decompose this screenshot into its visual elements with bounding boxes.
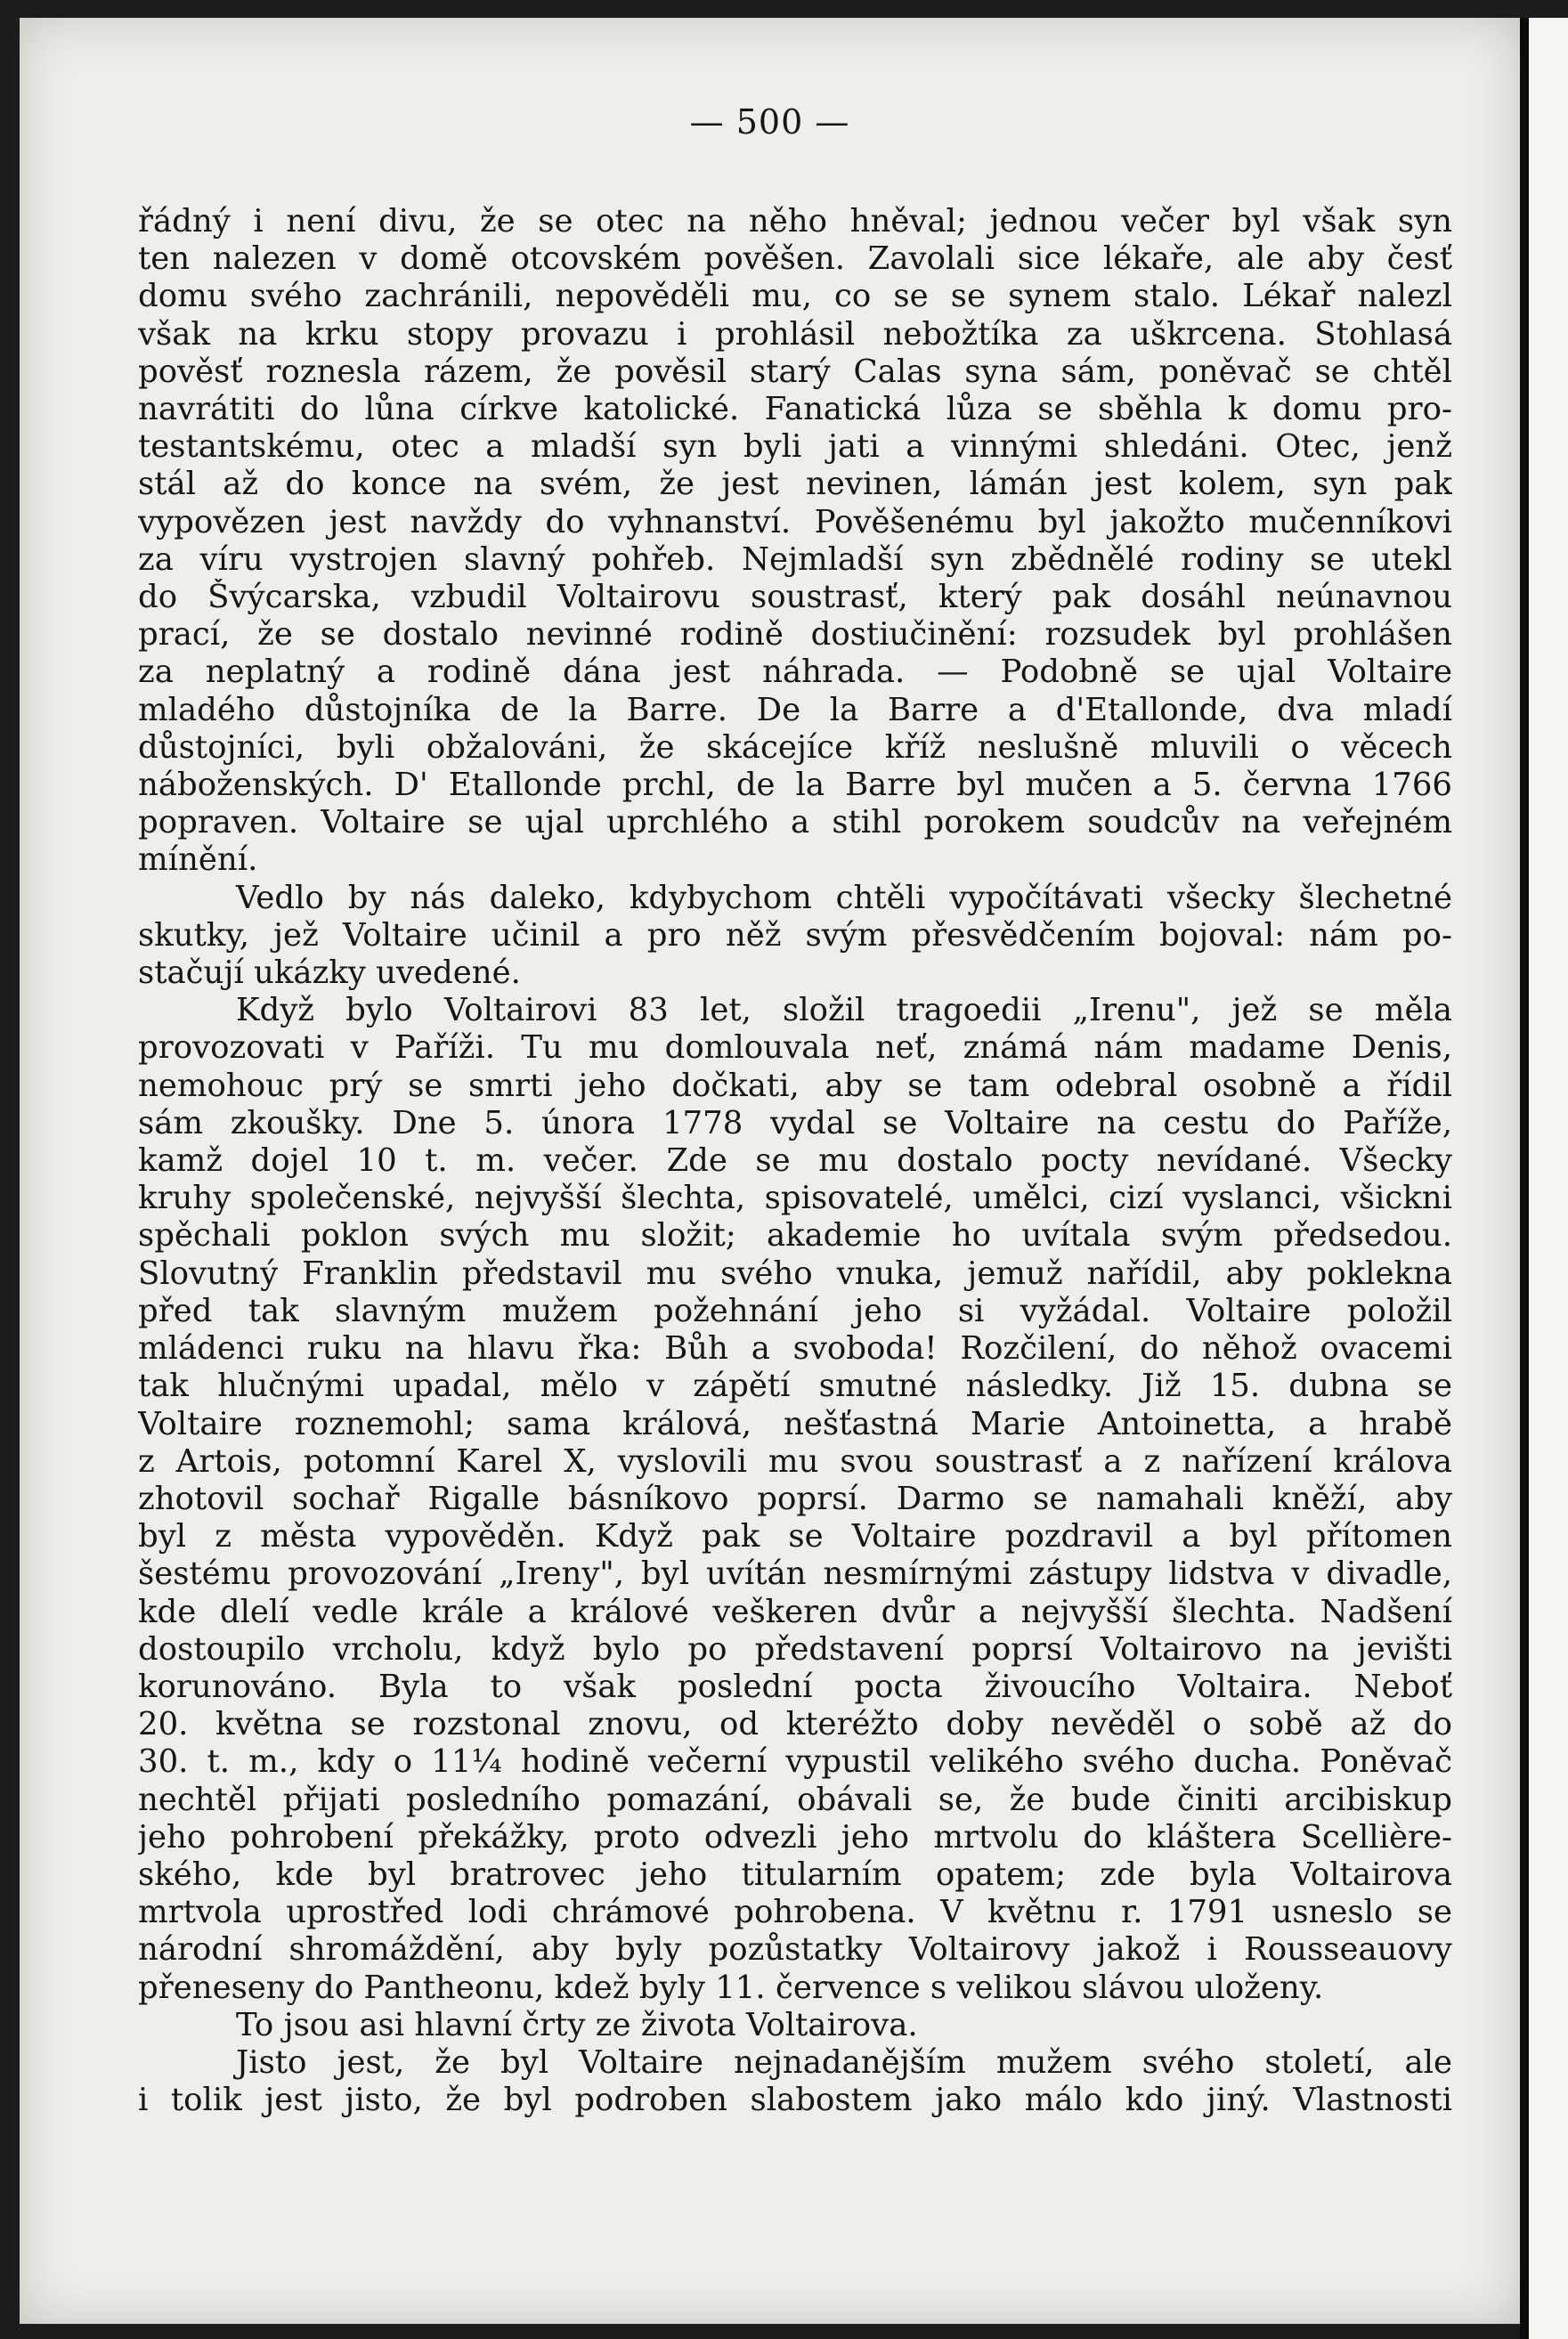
text-line: z Artois, potomní Karel X, vyslovili mu svou soustrasť a z nařízení králova	[138, 1442, 1452, 1480]
text-line: ten nalezen v domě otcovském pověšen. Zavolali sice lékaře, ale aby česť	[138, 240, 1452, 278]
text-line: To jsou asi hlavní črty ze života Voltairova.	[236, 2006, 918, 2043]
text-line: stál až do konce na svém, že jest nevinen, lámán jest kolem, syn pak	[138, 466, 1452, 503]
text-line: popraven. Voltaire se ujal uprchlého a stihl porokem soudcův na veřejném	[138, 804, 1452, 841]
text-line: před tak slavným mužem požehnání jeho si vyžádal. Voltaire položil	[138, 1292, 1452, 1329]
text-line: za neplatný a rodině dána jest náhrada. — Podobně se ujal Voltaire	[138, 654, 1452, 691]
text-line: spěchali poklon svých mu složit; akademie ho uvítala svým předsedou.	[138, 1217, 1452, 1255]
text-line: testantskému, otec a mladší syn byli jati a vinnými shledáni. Otec, jenž	[138, 428, 1452, 466]
text-line: prací, že se dostalo nevinné rodině dostiučinění: rozsudek byl prohlášen	[138, 616, 1452, 654]
text-line: řádný i není divu, že se otec na něho hněval; jednou večer byl však syn	[138, 203, 1452, 240]
text-line: ského, kde byl bratrovec jeho titularním opatem; zde byla Voltairova	[138, 1856, 1452, 1893]
text-line: sám zkoušky. Dne 5. února 1778 vydal se Voltaire na cestu do Paříže,	[138, 1104, 1452, 1141]
text-line: i tolik jest jisto, že byl podroben slabostem jako málo kdo jiný. Vlastnosti	[138, 2082, 1452, 2119]
text-line: Slovutný Franklin představil mu svého vnuka, jemuž nařídil, aby poklekna	[138, 1255, 1452, 1292]
text-line: nemohouc prý se smrti jeho dočkati, aby se tam odebral osobně a řídil	[138, 1067, 1452, 1104]
text-line: dostoupilo vrcholu, když bylo po představení poprsí Voltairovo na jevišti	[138, 1630, 1452, 1668]
book-page	[20, 18, 1520, 2324]
text-line: mládenci ruku na hlavu řka: Bůh a svoboda! Rozčilení, do něhož ovacemi	[138, 1330, 1452, 1368]
text-line: kde dlelí vedle krále a králové veškeren dvůr a nejvyšší šlechta. Nadšení	[138, 1593, 1452, 1630]
text-line: korunováno. Byla to však poslední pocta živoucího Voltaira. Neboť	[138, 1668, 1452, 1705]
text-line: pověsť roznesla rázem, že pověsil starý Calas syna sám, poněvač se chtěl	[138, 353, 1452, 390]
text-line: mínění.	[138, 841, 258, 879]
text-line: skutky, jež Voltaire učinil a pro něž svým přesvědčením bojoval: nám po-	[138, 916, 1452, 954]
text-line: mrtvola uprostřed lodi chrámové pohrobena. V květnu r. 1791 usneslo se	[138, 1894, 1452, 1931]
text-line: mladého důstojníka de la Barre. De la Barre a d'Etallonde, dva mladí	[138, 691, 1452, 728]
text-line: tak hlučnými upadal, mělo v zápětí smutné následky. Již 15. dubna se	[138, 1368, 1452, 1405]
scan-edge	[1520, 18, 1568, 2339]
text-line: kruhy společenské, nejvyšší šlechta, spisovatelé, umělci, cizí vyslanci, všickni	[138, 1180, 1452, 1217]
text-line: však na krku stopy provazu i prohlásil nebožtíka za uškrcena. Stohlasá	[138, 315, 1452, 353]
text-line: přeneseny do Pantheonu, kdež byly 11. července s velikou slávou uloženy.	[138, 1969, 1324, 2006]
text-line: národní shromáždění, aby byly pozůstatky Voltairovy jakož i Rousseauovy	[138, 1931, 1452, 1969]
page-number: — 500 —	[689, 102, 850, 142]
text-line: navrátiti do lůna církve katolické. Fanatická lůza se sběhla k domu pro-	[138, 391, 1452, 428]
text-line: Vedlo by nás daleko, kdybychom chtěli vypočítávati všecky šlechetné	[236, 879, 1452, 916]
text-line: 30. t. m., kdy o 11¼ hodině večerní vypustil velikého svého ducha. Poněvač	[138, 1743, 1452, 1781]
text-line: vypovězen jest navždy do vyhnanství. Pověšenému byl jakožto mučenníkovi	[138, 503, 1452, 540]
text-line: Jisto jest, že byl Voltaire nejnadanějším mužem svého století, ale	[236, 2043, 1452, 2081]
text-line: do Švýcarska, vzbudil Voltairovu soustrasť, který pak dosáhl neúnavnou	[138, 579, 1452, 616]
text-line: za víru vystrojen slavný pohřeb. Nejmladší syn zbědnělé rodiny se utekl	[138, 540, 1452, 578]
text-line: náboženských. D' Etallonde prchl, de la Barre byl mučen a 5. června 1766	[138, 767, 1452, 804]
text-line: důstojníci, byli obžalováni, že skácejíce kříž neslušně mluvili o věcech	[138, 728, 1452, 766]
text-line: nechtěl přijati posledního pomazání, obávali se, že bude činiti arcibiskup	[138, 1781, 1452, 1818]
text-line: 20. května se rozstonal znovu, od kteréžto doby nevěděl o sobě až do	[138, 1706, 1452, 1743]
body-text	[138, 203, 1452, 2119]
text-line: Když bylo Voltairovi 83 let, složil tragoedii „Irenu", jež se měla	[236, 992, 1452, 1029]
text-line: provozovati v Paříži. Tu mu domlouvala neť, známá nám madame Denis,	[138, 1029, 1452, 1067]
text-line: Voltaire roznemohl; sama králová, nešťastná Marie Antoinetta, a hrabě	[138, 1405, 1452, 1442]
text-line: domu svého zachránili, nepověděli mu, co se se synem stalo. Lékař nalezl	[138, 278, 1452, 315]
scan-edge-shadow	[1520, 18, 1529, 2339]
text-line: byl z města vypověděn. Když pak se Voltaire pozdravil a byl přítomen	[138, 1518, 1452, 1555]
text-line: zhotovil sochař Rigalle básníkovo poprsí. Darmo se namahali kněží, aby	[138, 1480, 1452, 1517]
text-line: jeho pohrobení překážky, proto odvezli jeho mrtvolu do kláštera Scellière-	[138, 1818, 1452, 1856]
text-line: šestému provozování „Ireny", byl uvítán nesmírnými zástupy lidstva v divadle,	[138, 1555, 1452, 1593]
text-line: kamž dojel 10 t. m. večer. Zde se mu dostalo pocty nevídané. Všecky	[138, 1142, 1452, 1180]
text-line: stačují ukázky uvedené.	[138, 954, 521, 992]
